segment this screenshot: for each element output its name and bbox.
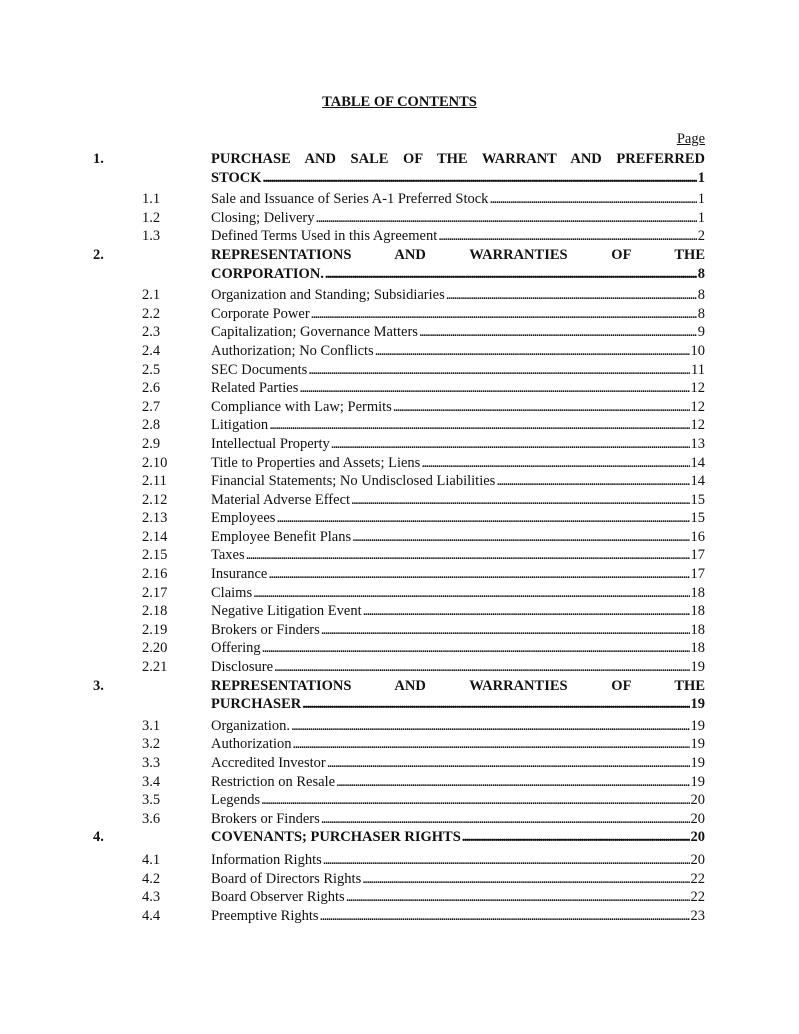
item-title: Litigation — [211, 417, 269, 434]
item-title: Authorization; No Conflicts — [211, 342, 374, 359]
item-page-number: 18 — [690, 584, 705, 601]
page-title: TABLE OF CONTENTS — [322, 94, 477, 110]
item-page-number: 18 — [690, 621, 705, 638]
toc-item[interactable] — [93, 509, 705, 528]
item-page-number: 17 — [690, 547, 705, 564]
toc-item[interactable] — [93, 398, 705, 417]
item-title: Employee Benefit Plans — [211, 528, 352, 545]
toc-section-1[interactable] — [93, 150, 705, 187]
toc-section-3[interactable] — [93, 677, 705, 714]
item-title: Offering — [211, 640, 261, 657]
dot-leader — [262, 639, 690, 658]
item-page-number: 22 — [690, 889, 705, 906]
section-page-number: 8 — [697, 265, 705, 282]
item-title: Board of Directors Rights — [211, 870, 362, 887]
item-page-number: 22 — [690, 870, 705, 887]
item-number: 2.17 — [142, 584, 168, 601]
dot-leader — [263, 169, 697, 188]
toc-item[interactable] — [93, 379, 705, 398]
toc-item[interactable] — [93, 735, 705, 754]
item-number: 3.6 — [142, 810, 161, 827]
dot-leader — [323, 851, 690, 870]
section-number: 3. — [93, 677, 104, 694]
toc-item[interactable] — [93, 323, 705, 342]
dot-leader — [352, 528, 689, 547]
item-page-number: 2 — [697, 228, 705, 245]
item-number: 2.10 — [142, 454, 168, 471]
dot-leader — [302, 695, 689, 714]
item-page-number: 14 — [690, 454, 705, 471]
toc-item[interactable] — [93, 565, 705, 584]
toc-item[interactable] — [93, 791, 705, 810]
toc-item[interactable] — [93, 227, 705, 246]
toc-item[interactable] — [93, 361, 705, 380]
toc-item[interactable] — [93, 754, 705, 773]
item-title: Defined Terms Used in this Agreement — [211, 228, 438, 245]
dot-leader — [293, 735, 690, 754]
item-title: SEC Documents — [211, 361, 308, 378]
item-number: 2.3 — [142, 324, 161, 341]
toc-item[interactable] — [93, 658, 705, 677]
item-page-number: 18 — [690, 603, 705, 620]
toc-item[interactable] — [93, 342, 705, 361]
toc-item[interactable] — [93, 717, 705, 736]
item-title: Board Observer Rights — [211, 889, 345, 906]
item-page-number: 13 — [690, 435, 705, 452]
dot-leader — [320, 907, 690, 926]
item-page-number: 15 — [690, 491, 705, 508]
toc-item[interactable] — [93, 851, 705, 870]
item-title: Authorization — [211, 736, 292, 753]
section-page-number: 19 — [690, 696, 705, 713]
item-page-number: 20 — [690, 810, 705, 827]
item-number: 1.2 — [142, 209, 161, 226]
item-number: 2.19 — [142, 621, 168, 638]
dot-leader — [325, 265, 697, 284]
item-page-number: 8 — [697, 287, 705, 304]
dot-leader — [363, 602, 690, 621]
item-page-number: 15 — [690, 510, 705, 527]
item-page-number: 20 — [690, 792, 705, 809]
dot-leader — [362, 870, 689, 889]
section-page-number: 1 — [697, 169, 705, 186]
item-number: 2.1 — [142, 287, 161, 304]
item-title: Material Adverse Effect — [211, 491, 351, 508]
dot-leader — [311, 305, 697, 324]
dot-leader — [291, 717, 689, 736]
item-number: 2.18 — [142, 603, 168, 620]
item-title: Intellectual Property — [211, 435, 330, 452]
item-title: Capitalization; Governance Matters — [211, 324, 418, 341]
toc-item[interactable] — [93, 305, 705, 324]
item-title: Preemptive Rights — [211, 907, 319, 924]
item-page-number: 12 — [690, 380, 705, 397]
item-number: 2.11 — [142, 473, 167, 490]
item-page-number: 11 — [691, 361, 705, 378]
item-number: 1.1 — [142, 191, 161, 208]
toc-item[interactable] — [93, 546, 705, 565]
toc-item[interactable] — [93, 810, 705, 829]
dot-leader — [346, 888, 690, 907]
toc-item[interactable] — [93, 639, 705, 658]
section-title-line1: PURCHASE AND SALE OF THE WARRANT AND PREFERRED — [211, 151, 705, 167]
dot-leader — [253, 584, 689, 603]
dot-leader — [274, 658, 689, 677]
item-number: 2.4 — [142, 342, 161, 359]
dot-leader — [421, 454, 689, 473]
dot-leader — [462, 828, 690, 847]
item-title: Organization and Standing; Subsidiaries — [211, 287, 445, 304]
item-page-number: 1 — [697, 191, 705, 208]
toc-item[interactable] — [93, 472, 705, 491]
item-page-number: 19 — [690, 736, 705, 753]
dot-leader — [419, 323, 697, 342]
item-title: Claims — [211, 584, 253, 601]
toc-item[interactable] — [93, 435, 705, 454]
dot-leader — [489, 190, 696, 209]
item-title: Compliance with Law; Permits — [211, 398, 392, 415]
item-page-number: 1 — [697, 209, 705, 226]
item-number: 2.13 — [142, 510, 168, 527]
dot-leader — [496, 472, 689, 491]
item-number: 2.2 — [142, 305, 161, 322]
item-page-number: 9 — [697, 324, 705, 341]
item-title: Taxes — [211, 547, 245, 564]
dot-leader — [446, 286, 697, 305]
item-number: 3.5 — [142, 792, 161, 809]
dot-leader — [375, 342, 690, 361]
item-page-number: 19 — [690, 773, 705, 790]
item-number: 4.1 — [142, 851, 161, 868]
section-title-line2: CORPORATION. — [211, 265, 324, 282]
item-title: Closing; Delivery — [211, 209, 315, 226]
item-page-number: 8 — [697, 305, 705, 322]
dot-leader — [393, 398, 690, 417]
dot-leader — [261, 791, 689, 810]
item-title: Brokers or Finders — [211, 810, 320, 827]
item-number: 2.14 — [142, 528, 168, 545]
dot-leader — [299, 379, 689, 398]
item-number: 2.8 — [142, 417, 161, 434]
item-number: 2.15 — [142, 547, 168, 564]
item-title: Negative Litigation Event — [211, 603, 362, 620]
dot-leader — [276, 509, 689, 528]
item-title: Insurance — [211, 566, 268, 583]
toc-section-4[interactable] — [93, 828, 705, 847]
toc-item[interactable] — [93, 209, 705, 228]
dot-leader — [331, 435, 690, 454]
toc-item[interactable] — [93, 190, 705, 209]
dot-leader — [246, 546, 690, 565]
item-title: Accredited Investor — [211, 755, 326, 771]
item-number: 2.12 — [142, 491, 168, 508]
item-title: Organization. — [211, 717, 291, 734]
toc-item[interactable] — [93, 584, 705, 603]
dot-leader — [269, 416, 689, 435]
item-page-number: 10 — [690, 342, 705, 359]
item-page-number: 16 — [690, 528, 705, 545]
item-number: 2.9 — [142, 435, 161, 452]
item-number: 2.20 — [142, 640, 168, 657]
item-page-number: 17 — [690, 566, 705, 583]
item-number: 2.16 — [142, 566, 168, 583]
dot-leader — [438, 227, 697, 246]
item-title: Information Rights — [211, 851, 322, 868]
item-page-number: 12 — [690, 398, 705, 415]
item-page-number: 19 — [690, 659, 705, 676]
item-title: Employees — [211, 510, 276, 527]
toc-item[interactable] — [93, 528, 705, 547]
dot-leader — [321, 810, 690, 829]
section-title-line1: REPRESENTATIONS AND WARRANTIES OF THE — [211, 246, 705, 263]
toc-item[interactable] — [93, 416, 705, 435]
section-page-number: 20 — [690, 829, 705, 846]
dot-leader — [268, 565, 689, 584]
item-page-number: 23 — [690, 907, 705, 924]
item-number: 2.5 — [142, 361, 161, 378]
toc-item[interactable] — [93, 454, 705, 473]
item-title: Title to Properties and Assets; Liens — [211, 454, 421, 471]
toc-item[interactable] — [93, 773, 705, 792]
item-page-number: 19 — [690, 755, 705, 771]
page-column-header: Page — [676, 131, 705, 147]
section-number: 1. — [93, 151, 104, 167]
item-title: Sale and Issuance of Series A-1 Preferred Stock — [211, 191, 489, 208]
item-title: Brokers or Finders — [211, 621, 320, 638]
dot-leader — [316, 209, 697, 228]
dot-leader — [351, 491, 689, 510]
section-title-line2: STOCK — [211, 169, 262, 186]
item-title: Restriction on Resale — [211, 773, 336, 790]
table-of-contents — [93, 150, 705, 925]
item-page-number: 14 — [690, 473, 705, 490]
item-number: 4.4 — [142, 907, 161, 924]
toc-section-2[interactable] — [93, 246, 705, 283]
item-page-number: 20 — [690, 851, 705, 868]
item-number: 3.3 — [142, 755, 161, 771]
item-title: Financial Statements; No Undisclosed Liabilities — [211, 473, 496, 490]
item-title: Corporate Power — [211, 305, 310, 322]
toc-item[interactable] — [93, 870, 705, 889]
toc-item[interactable] — [93, 286, 705, 305]
section-number: 4. — [93, 829, 104, 846]
toc-item[interactable] — [93, 621, 705, 640]
item-page-number: 19 — [690, 717, 705, 734]
toc-item[interactable] — [93, 491, 705, 510]
item-title: Legends — [211, 792, 261, 809]
item-number: 2.21 — [142, 659, 168, 676]
toc-item[interactable] — [93, 888, 705, 907]
item-title: Related Parties — [211, 380, 299, 397]
item-page-number: 12 — [690, 417, 705, 434]
dot-leader — [336, 773, 689, 792]
section-title-line1: REPRESENTATIONS AND WARRANTIES OF THE — [211, 677, 705, 694]
item-number: 3.1 — [142, 717, 161, 734]
item-page-number: 18 — [690, 640, 705, 657]
toc-item[interactable] — [93, 907, 705, 926]
section-number: 2. — [93, 246, 104, 263]
dot-leader — [321, 621, 690, 640]
dot-leader — [327, 754, 690, 773]
item-number: 3.2 — [142, 736, 161, 753]
toc-item[interactable] — [93, 602, 705, 621]
item-number: 3.4 — [142, 773, 161, 790]
item-number: 4.3 — [142, 889, 161, 906]
dot-leader — [308, 361, 690, 380]
item-number: 1.3 — [142, 228, 161, 245]
section-title-line2: PURCHASER — [211, 696, 302, 713]
item-title: Disclosure — [211, 659, 274, 676]
item-number: 2.7 — [142, 398, 161, 415]
section-title-line1: COVENANTS; PURCHASER RIGHTS — [211, 829, 461, 846]
item-number: 4.2 — [142, 870, 161, 887]
item-number: 2.6 — [142, 380, 161, 397]
